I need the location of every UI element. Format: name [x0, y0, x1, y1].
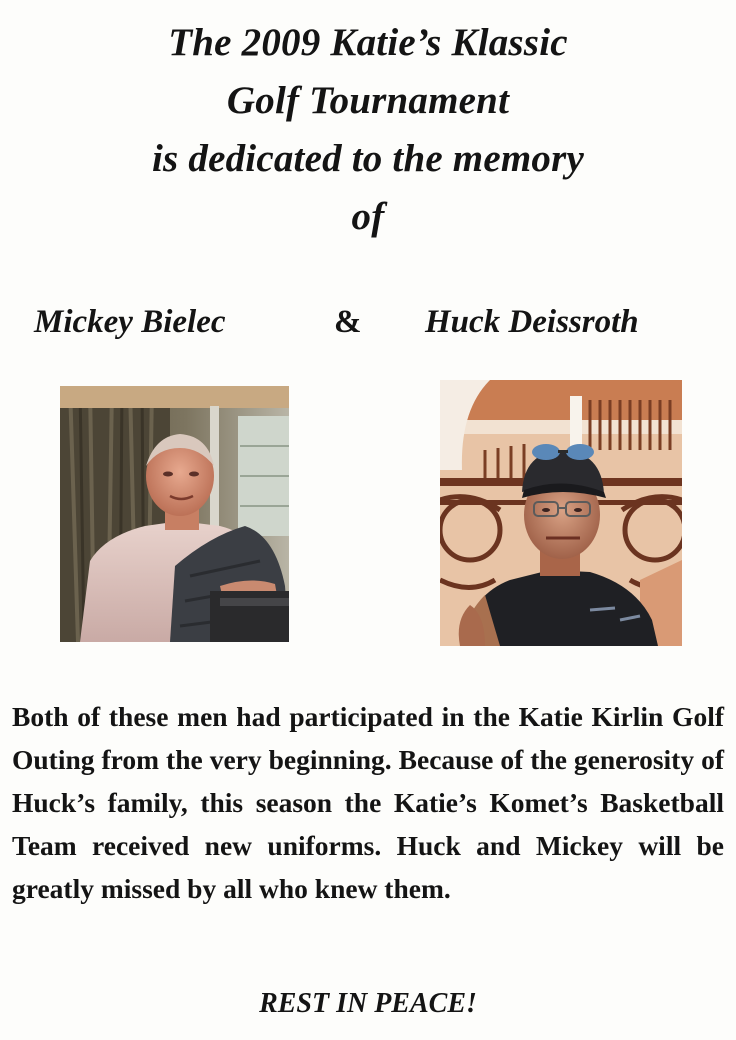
- heading-line-2: Golf Tournament: [226, 79, 510, 122]
- huck-photo-image: [440, 380, 682, 646]
- dedication-heading: [0, 14, 736, 246]
- huck-photo: [440, 380, 682, 646]
- honoree-name-left: Mickey Bielec: [34, 304, 226, 340]
- heading-line-1: The 2009 Katie’s Klassic: [168, 21, 568, 64]
- mickey-photo: [60, 386, 289, 642]
- ampersand: &: [334, 304, 362, 340]
- honoree-names: [0, 300, 736, 350]
- tribute-paragraph: Both of these men had participated in the Katie Kirlin Golf Outing from the very beginning. Because of the generosity of Huck’s family, this season the Katie’s Komet’s Basketball Team received new uniforms. Huck and Mickey will be greatly missed by all who knew them.: [12, 701, 724, 904]
- mickey-photo-image: [60, 386, 289, 642]
- rest-in-peace: REST IN PEACE!: [259, 988, 477, 1019]
- heading-line-3: is dedicated to the memory: [152, 137, 584, 180]
- honoree-name-right: Huck Deissroth: [425, 304, 639, 340]
- heading-line-4: of: [351, 195, 385, 238]
